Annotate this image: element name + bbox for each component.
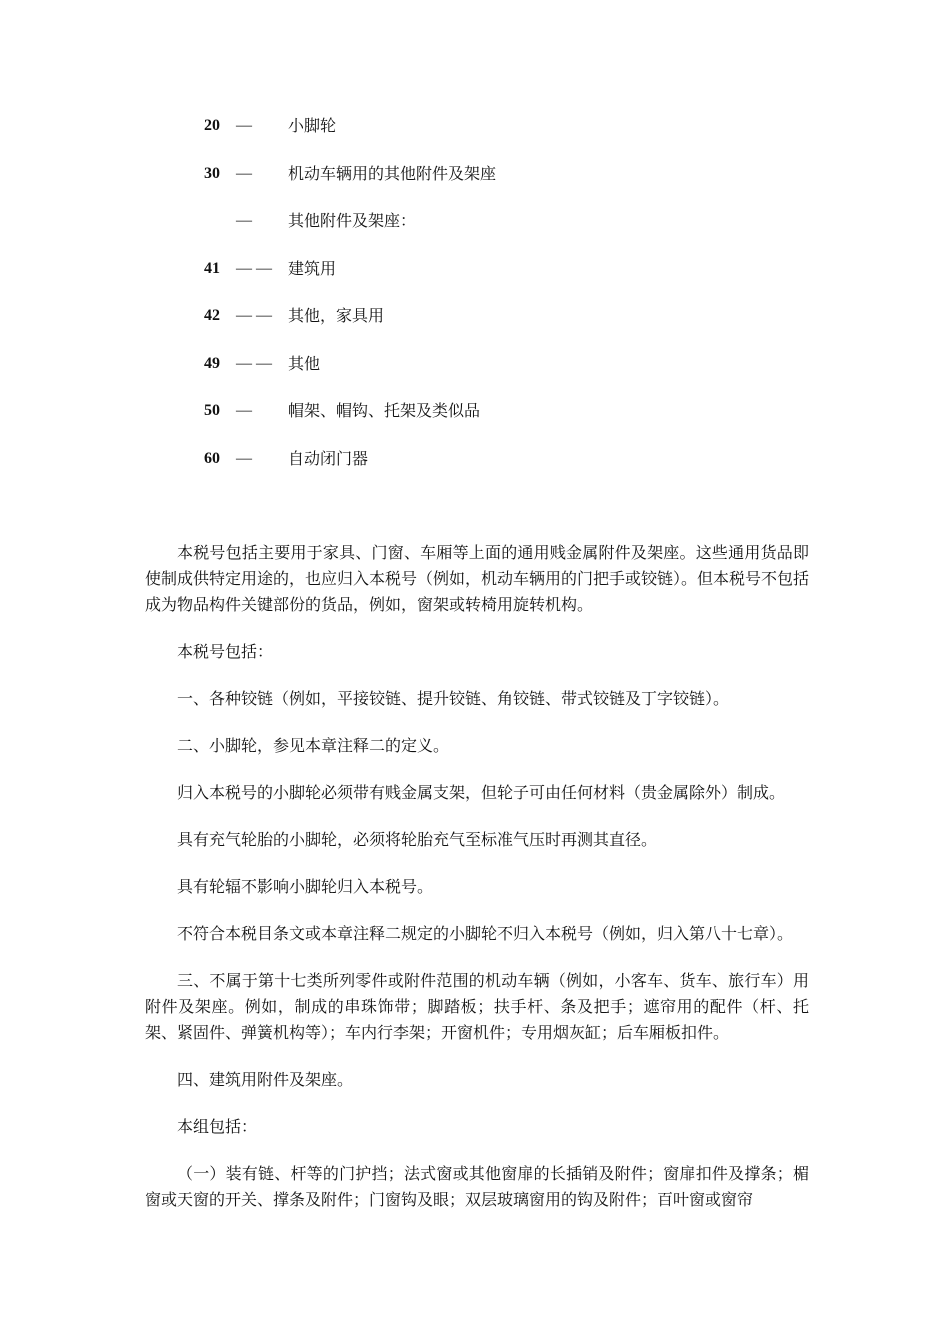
paragraph: 二、小脚轮，参见本章注释二的定义。	[177, 736, 450, 755]
subheading-row	[0, 445, 950, 493]
subheading-dash: —	[236, 449, 252, 467]
paragraph: 四、建筑用附件及架座。	[177, 1070, 354, 1089]
paragraph: 本组包括：	[177, 1117, 258, 1136]
subheading-label: 帽架、帽钩、托架及类似品	[288, 401, 481, 420]
subheading-dash: — —	[236, 307, 272, 324]
subheading-dash: — —	[236, 259, 272, 277]
subheading-label: 自动闭门器	[288, 448, 369, 468]
subheading-row	[0, 207, 950, 255]
subheading-dash: —	[236, 212, 252, 229]
subheading-code: 50	[204, 402, 220, 419]
paragraph: 本税号包括：	[177, 642, 274, 661]
subheading-code: 49	[204, 354, 220, 372]
subheading-dash: —	[236, 117, 252, 134]
subheading-dash: —	[236, 402, 252, 419]
subheading-label: 其他附件及架座：	[288, 211, 417, 230]
subheading-list	[0, 112, 950, 492]
subheading-code: 30	[204, 164, 220, 182]
subheading-dash: — —	[236, 354, 272, 372]
subheading-label: 建筑用	[288, 258, 337, 278]
paragraph: 具有充气轮胎的小脚轮，必须将轮胎充气至标准气压时再测其直径。	[177, 830, 658, 849]
subheading-label: 机动车辆用的其他附件及架座	[288, 163, 497, 183]
subheading-row	[0, 350, 950, 398]
paragraph: 一、各种铰链（例如，平接铰链、提升铰链、角铰链、带式铰链及丁字铰链）。	[177, 689, 730, 708]
subheading-label: 小脚轮	[288, 116, 337, 135]
subheading-row	[0, 160, 950, 208]
paragraph: 本税号包括主要用于家具、门窗、车厢等上面的通用贱金属附件及架座。这些通用货品即使制成供特定用途的，也应归入本税号（例如，机动车辆用的门把手或铰链）。但本税号不包括成为物品构件关键部份的货品，例如，窗架或转椅用旋转机构。	[145, 543, 810, 614]
subheading-code: 20	[204, 117, 220, 134]
subheading-code: 42	[204, 307, 220, 324]
subheading-code: 41	[204, 259, 220, 277]
subheading-row	[0, 112, 950, 160]
subheading-row	[0, 302, 950, 350]
subheading-code: 60	[204, 449, 220, 467]
paragraph: 三、不属于第十七类所列零件或附件范围的机动车辆（例如，小客车、货车、旅行车）用附件及架座。例如，制成的串珠饰带；脚踏板；扶手杆、条及把手；遮帘用的配件（杆、托架、紧固件、弹簧机构等）；车内行李架；开窗机件；专用烟灰缸；后车厢板扣件。	[145, 971, 809, 1042]
subheading-label: 其他	[288, 353, 321, 373]
paragraph: （一）装有链、杆等的门护挡；法式窗或其他窗扉的长插销及附件；窗扉扣件及撑条；楣窗或天窗的开关、撑条及附件；门窗钩及眼；双层玻璃窗用的钩及附件；百叶窗或窗帘	[145, 1164, 809, 1209]
subheading-dash: —	[236, 164, 252, 182]
paragraph: 具有轮辐不影响小脚轮归入本税号。	[177, 877, 434, 896]
subheading-label: 其他，家具用	[288, 306, 385, 325]
subheading-row	[0, 255, 950, 303]
explanatory-text	[145, 540, 809, 1234]
paragraph: 归入本税号的小脚轮必须带有贱金属支架，但轮子可由任何材料（贵金属除外）制成。	[177, 783, 786, 802]
paragraph: 不符合本税目条文或本章注释二规定的小脚轮不归入本税号（例如，归入第八十七章）。	[177, 924, 794, 943]
subheading-row	[0, 397, 950, 445]
